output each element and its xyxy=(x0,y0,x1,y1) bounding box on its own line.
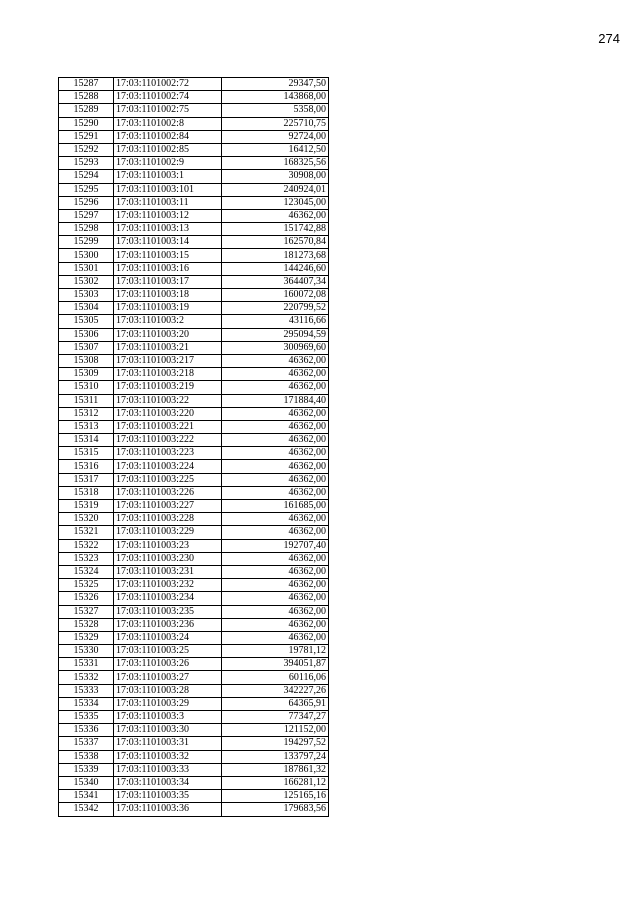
table-row xyxy=(59,724,329,737)
cadastral-number-cell: 17:03:1101003:12 xyxy=(114,209,222,222)
row-number-cell: 15316 xyxy=(59,460,114,473)
value-cell: 46362,00 xyxy=(222,407,329,420)
value-cell: 394051,87 xyxy=(222,658,329,671)
cadastral-number-cell: 17:03:1101003:17 xyxy=(114,275,222,288)
value-cell: 29347,50 xyxy=(222,78,329,91)
cadastral-number-cell: 17:03:1101003:232 xyxy=(114,579,222,592)
table-row xyxy=(59,776,329,789)
cadastral-value-table xyxy=(58,77,329,817)
table-row xyxy=(59,104,329,117)
cadastral-number-cell: 17:03:1101003:224 xyxy=(114,460,222,473)
table-row xyxy=(59,289,329,302)
row-number-cell: 15294 xyxy=(59,170,114,183)
table-row xyxy=(59,513,329,526)
cadastral-number-cell: 17:03:1101003:36 xyxy=(114,803,222,816)
cadastral-number-cell: 17:03:1101002:9 xyxy=(114,157,222,170)
value-cell: 225710,75 xyxy=(222,117,329,130)
cadastral-number-cell: 17:03:1101003:35 xyxy=(114,790,222,803)
table-row xyxy=(59,671,329,684)
cadastral-number-cell: 17:03:1101003:231 xyxy=(114,565,222,578)
row-number-cell: 15291 xyxy=(59,130,114,143)
cadastral-number-cell: 17:03:1101003:27 xyxy=(114,671,222,684)
cadastral-number-cell: 17:03:1101003:28 xyxy=(114,684,222,697)
table-row xyxy=(59,420,329,433)
value-cell: 46362,00 xyxy=(222,434,329,447)
table-row xyxy=(59,500,329,513)
value-cell: 295094,59 xyxy=(222,328,329,341)
table-row xyxy=(59,143,329,156)
table-row xyxy=(59,803,329,816)
value-cell: 46362,00 xyxy=(222,354,329,367)
row-number-cell: 15308 xyxy=(59,354,114,367)
row-number-cell: 15307 xyxy=(59,341,114,354)
table-row xyxy=(59,209,329,222)
value-cell: 46362,00 xyxy=(222,460,329,473)
table-row xyxy=(59,223,329,236)
row-number-cell: 15333 xyxy=(59,684,114,697)
table-row xyxy=(59,196,329,209)
value-cell: 46362,00 xyxy=(222,473,329,486)
cadastral-number-cell: 17:03:1101003:23 xyxy=(114,539,222,552)
value-cell: 194297,52 xyxy=(222,737,329,750)
value-cell: 46362,00 xyxy=(222,513,329,526)
page-number: 274 xyxy=(598,31,620,46)
value-cell: 143868,00 xyxy=(222,91,329,104)
row-number-cell: 15299 xyxy=(59,236,114,249)
value-cell: 46362,00 xyxy=(222,486,329,499)
value-cell: 133797,24 xyxy=(222,750,329,763)
table-row xyxy=(59,91,329,104)
row-number-cell: 15335 xyxy=(59,711,114,724)
value-cell: 300969,60 xyxy=(222,341,329,354)
row-number-cell: 15339 xyxy=(59,763,114,776)
cadastral-number-cell: 17:03:1101003:101 xyxy=(114,183,222,196)
value-cell: 187861,32 xyxy=(222,763,329,776)
value-cell: 144246,60 xyxy=(222,262,329,275)
value-cell: 46362,00 xyxy=(222,631,329,644)
cadastral-number-cell: 17:03:1101003:3 xyxy=(114,711,222,724)
table-row xyxy=(59,763,329,776)
table-row xyxy=(59,605,329,618)
table-row xyxy=(59,618,329,631)
table-body xyxy=(59,78,329,817)
table-row xyxy=(59,552,329,565)
cadastral-number-cell: 17:03:1101003:32 xyxy=(114,750,222,763)
table-row xyxy=(59,170,329,183)
value-cell: 46362,00 xyxy=(222,552,329,565)
cadastral-number-cell: 17:03:1101003:26 xyxy=(114,658,222,671)
cadastral-number-cell: 17:03:1101003:34 xyxy=(114,776,222,789)
row-number-cell: 15290 xyxy=(59,117,114,130)
row-number-cell: 15304 xyxy=(59,302,114,315)
cadastral-number-cell: 17:03:1101003:18 xyxy=(114,289,222,302)
table-row xyxy=(59,711,329,724)
value-cell: 121152,00 xyxy=(222,724,329,737)
value-cell: 5358,00 xyxy=(222,104,329,117)
cadastral-number-cell: 17:03:1101003:29 xyxy=(114,697,222,710)
row-number-cell: 15321 xyxy=(59,526,114,539)
row-number-cell: 15330 xyxy=(59,645,114,658)
value-cell: 125165,16 xyxy=(222,790,329,803)
value-cell: 171884,40 xyxy=(222,394,329,407)
row-number-cell: 15311 xyxy=(59,394,114,407)
row-number-cell: 15331 xyxy=(59,658,114,671)
cadastral-number-cell: 17:03:1101003:15 xyxy=(114,249,222,262)
row-number-cell: 15298 xyxy=(59,223,114,236)
row-number-cell: 15293 xyxy=(59,157,114,170)
value-cell: 179683,56 xyxy=(222,803,329,816)
row-number-cell: 15340 xyxy=(59,776,114,789)
table-row xyxy=(59,394,329,407)
cadastral-number-cell: 17:03:1101003:218 xyxy=(114,368,222,381)
value-cell: 220799,52 xyxy=(222,302,329,315)
row-number-cell: 15341 xyxy=(59,790,114,803)
table-row xyxy=(59,750,329,763)
row-number-cell: 15302 xyxy=(59,275,114,288)
row-number-cell: 15301 xyxy=(59,262,114,275)
table-row xyxy=(59,631,329,644)
table-row xyxy=(59,236,329,249)
table-row xyxy=(59,645,329,658)
table-row xyxy=(59,407,329,420)
row-number-cell: 15332 xyxy=(59,671,114,684)
value-cell: 16412,50 xyxy=(222,143,329,156)
table-row xyxy=(59,249,329,262)
value-cell: 364407,34 xyxy=(222,275,329,288)
row-number-cell: 15328 xyxy=(59,618,114,631)
value-cell: 46362,00 xyxy=(222,368,329,381)
table-row xyxy=(59,183,329,196)
value-cell: 46362,00 xyxy=(222,420,329,433)
value-cell: 151742,88 xyxy=(222,223,329,236)
cadastral-number-cell: 17:03:1101003:220 xyxy=(114,407,222,420)
table-row xyxy=(59,328,329,341)
table-row xyxy=(59,790,329,803)
row-number-cell: 15325 xyxy=(59,579,114,592)
row-number-cell: 15297 xyxy=(59,209,114,222)
table-row xyxy=(59,302,329,315)
table-row xyxy=(59,368,329,381)
value-cell: 46362,00 xyxy=(222,618,329,631)
row-number-cell: 15323 xyxy=(59,552,114,565)
value-cell: 342227,26 xyxy=(222,684,329,697)
value-cell: 46362,00 xyxy=(222,605,329,618)
value-cell: 240924,01 xyxy=(222,183,329,196)
table-row xyxy=(59,315,329,328)
cadastral-number-cell: 17:03:1101002:72 xyxy=(114,78,222,91)
row-number-cell: 15324 xyxy=(59,565,114,578)
cadastral-number-cell: 17:03:1101003:229 xyxy=(114,526,222,539)
cadastral-number-cell: 17:03:1101003:1 xyxy=(114,170,222,183)
cadastral-number-cell: 17:03:1101003:234 xyxy=(114,592,222,605)
value-cell: 43116,66 xyxy=(222,315,329,328)
cadastral-number-cell: 17:03:1101003:20 xyxy=(114,328,222,341)
cadastral-number-cell: 17:03:1101003:30 xyxy=(114,724,222,737)
cadastral-number-cell: 17:03:1101003:219 xyxy=(114,381,222,394)
table-row xyxy=(59,658,329,671)
value-cell: 166281,12 xyxy=(222,776,329,789)
cadastral-number-cell: 17:03:1101003:221 xyxy=(114,420,222,433)
value-cell: 123045,00 xyxy=(222,196,329,209)
row-number-cell: 15306 xyxy=(59,328,114,341)
cadastral-number-cell: 17:03:1101002:84 xyxy=(114,130,222,143)
cadastral-number-cell: 17:03:1101003:25 xyxy=(114,645,222,658)
table-row xyxy=(59,473,329,486)
value-cell: 30908,00 xyxy=(222,170,329,183)
cadastral-number-cell: 17:03:1101003:228 xyxy=(114,513,222,526)
value-cell: 46362,00 xyxy=(222,592,329,605)
table-row xyxy=(59,78,329,91)
row-number-cell: 15313 xyxy=(59,420,114,433)
row-number-cell: 15334 xyxy=(59,697,114,710)
cadastral-number-cell: 17:03:1101003:227 xyxy=(114,500,222,513)
row-number-cell: 15312 xyxy=(59,407,114,420)
cadastral-number-cell: 17:03:1101003:235 xyxy=(114,605,222,618)
cadastral-number-cell: 17:03:1101003:31 xyxy=(114,737,222,750)
table-row xyxy=(59,117,329,130)
table-row xyxy=(59,684,329,697)
cadastral-number-cell: 17:03:1101002:8 xyxy=(114,117,222,130)
row-number-cell: 15303 xyxy=(59,289,114,302)
table-row xyxy=(59,579,329,592)
value-cell: 92724,00 xyxy=(222,130,329,143)
row-number-cell: 15288 xyxy=(59,91,114,104)
row-number-cell: 15287 xyxy=(59,78,114,91)
row-number-cell: 15295 xyxy=(59,183,114,196)
value-cell: 46362,00 xyxy=(222,579,329,592)
table-row xyxy=(59,539,329,552)
value-cell: 64365,91 xyxy=(222,697,329,710)
value-cell: 46362,00 xyxy=(222,209,329,222)
row-number-cell: 15338 xyxy=(59,750,114,763)
cadastral-number-cell: 17:03:1101002:75 xyxy=(114,104,222,117)
row-number-cell: 15300 xyxy=(59,249,114,262)
cadastral-number-cell: 17:03:1101003:14 xyxy=(114,236,222,249)
cadastral-number-cell: 17:03:1101003:223 xyxy=(114,447,222,460)
cadastral-number-cell: 17:03:1101003:225 xyxy=(114,473,222,486)
table-row xyxy=(59,486,329,499)
cadastral-number-cell: 17:03:1101003:24 xyxy=(114,631,222,644)
table-row xyxy=(59,460,329,473)
table-row xyxy=(59,262,329,275)
value-cell: 77347,27 xyxy=(222,711,329,724)
cadastral-number-cell: 17:03:1101003:22 xyxy=(114,394,222,407)
cadastral-number-cell: 17:03:1101003:13 xyxy=(114,223,222,236)
table-row xyxy=(59,526,329,539)
row-number-cell: 15292 xyxy=(59,143,114,156)
table-row xyxy=(59,381,329,394)
table-row xyxy=(59,697,329,710)
cadastral-number-cell: 17:03:1101003:230 xyxy=(114,552,222,565)
row-number-cell: 15319 xyxy=(59,500,114,513)
value-cell: 192707,40 xyxy=(222,539,329,552)
row-number-cell: 15315 xyxy=(59,447,114,460)
table-row xyxy=(59,447,329,460)
value-cell: 161685,00 xyxy=(222,500,329,513)
row-number-cell: 15305 xyxy=(59,315,114,328)
cadastral-number-cell: 17:03:1101003:11 xyxy=(114,196,222,209)
row-number-cell: 15326 xyxy=(59,592,114,605)
table-row xyxy=(59,565,329,578)
cadastral-number-cell: 17:03:1101003:2 xyxy=(114,315,222,328)
row-number-cell: 15342 xyxy=(59,803,114,816)
table-row xyxy=(59,275,329,288)
row-number-cell: 15318 xyxy=(59,486,114,499)
table-row xyxy=(59,737,329,750)
cadastral-number-cell: 17:03:1101002:85 xyxy=(114,143,222,156)
row-number-cell: 15317 xyxy=(59,473,114,486)
row-number-cell: 15296 xyxy=(59,196,114,209)
cadastral-number-cell: 17:03:1101003:19 xyxy=(114,302,222,315)
row-number-cell: 15322 xyxy=(59,539,114,552)
table-row xyxy=(59,354,329,367)
value-cell: 46362,00 xyxy=(222,526,329,539)
cadastral-number-cell: 17:03:1101003:217 xyxy=(114,354,222,367)
row-number-cell: 15289 xyxy=(59,104,114,117)
row-number-cell: 15329 xyxy=(59,631,114,644)
cadastral-number-cell: 17:03:1101003:236 xyxy=(114,618,222,631)
row-number-cell: 15337 xyxy=(59,737,114,750)
value-cell: 181273,68 xyxy=(222,249,329,262)
row-number-cell: 15320 xyxy=(59,513,114,526)
cadastral-number-cell: 17:03:1101003:21 xyxy=(114,341,222,354)
cadastral-number-cell: 17:03:1101002:74 xyxy=(114,91,222,104)
value-cell: 46362,00 xyxy=(222,381,329,394)
table-row xyxy=(59,592,329,605)
cadastral-number-cell: 17:03:1101003:226 xyxy=(114,486,222,499)
value-cell: 162570,84 xyxy=(222,236,329,249)
table-row xyxy=(59,130,329,143)
cadastral-number-cell: 17:03:1101003:16 xyxy=(114,262,222,275)
value-cell: 19781,12 xyxy=(222,645,329,658)
row-number-cell: 15310 xyxy=(59,381,114,394)
row-number-cell: 15309 xyxy=(59,368,114,381)
value-cell: 46362,00 xyxy=(222,565,329,578)
table-row xyxy=(59,341,329,354)
row-number-cell: 15314 xyxy=(59,434,114,447)
table-row xyxy=(59,157,329,170)
value-cell: 160072,08 xyxy=(222,289,329,302)
value-cell: 46362,00 xyxy=(222,447,329,460)
table-row xyxy=(59,434,329,447)
cadastral-number-cell: 17:03:1101003:33 xyxy=(114,763,222,776)
value-cell: 60116,06 xyxy=(222,671,329,684)
row-number-cell: 15336 xyxy=(59,724,114,737)
cadastral-number-cell: 17:03:1101003:222 xyxy=(114,434,222,447)
value-cell: 168325,56 xyxy=(222,157,329,170)
row-number-cell: 15327 xyxy=(59,605,114,618)
